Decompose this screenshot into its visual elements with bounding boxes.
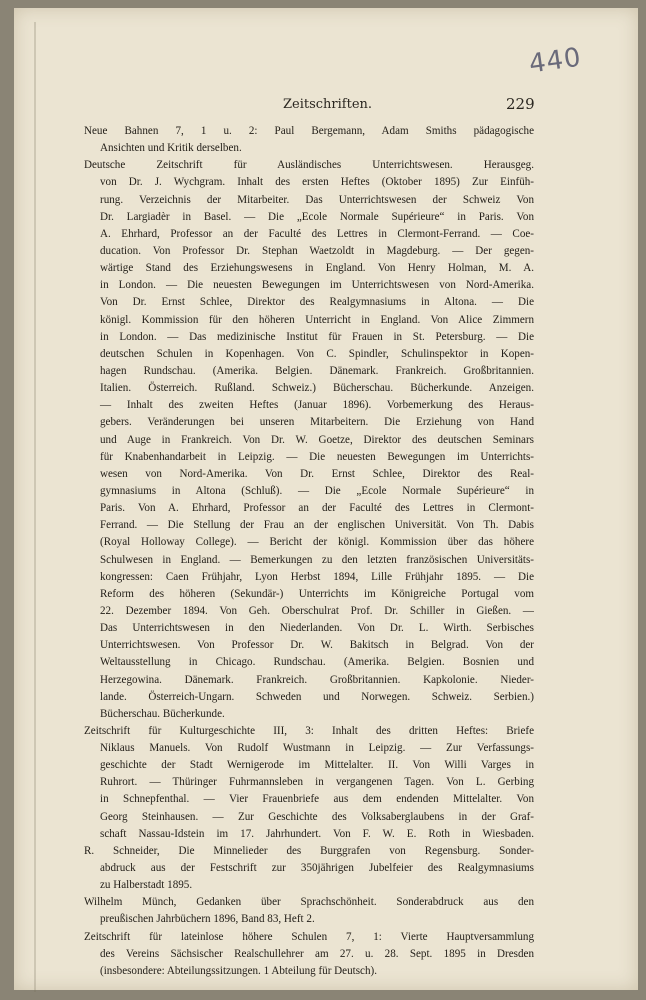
text-line: Georg Steinhausen. — Zur Geschichte des Volksaberglaubens in der Graf- xyxy=(100,810,534,823)
text-line: ducation. Von Professor Dr. Stephan Waetzoldt in Magdeburg. — Der gegen- xyxy=(100,244,534,257)
text-line: zu Halberstadt 1895. xyxy=(100,879,193,892)
text-line: Dr. Largiadèr in Basel. — Die „Ecole Normale Supérieure“ in Paris. Von xyxy=(100,210,534,223)
text-line: von Dr. J. Wychgram. Inhalt des ersten Heftes (Oktober 1895) Zur Einfüh- xyxy=(100,176,534,189)
text-line: des Vereins Sächsischer Realschullehrer am 27. u. 28. Sept. 1895 in Dresden xyxy=(100,947,534,960)
text-line: (insbesondere: Abteilungssitzungen. 1 Abteilung für Deutsch). xyxy=(100,964,377,977)
text-line: kongressen: Caen Frühjahr, Lyon Herbst 1894, Lille Frühjahr 1895. — Die xyxy=(100,570,534,583)
text-line: Von Dr. Ernst Schlee, Direktor des Realgymnasiums in Altona. — Die xyxy=(100,296,534,309)
text-line: geschichte der Stadt Wernigerode im Mittelalter. II. Von Willi Varges in xyxy=(100,759,534,772)
text-line: Ansichten und Kritik derselben. xyxy=(100,142,242,155)
text-line: Herzegowina. Dänemark. Frankreich. Großbritannien. Kapkolonie. Nieder- xyxy=(100,673,534,686)
text-line: Weltausstellung in Chicago. Rundschau. (Amerika. Belgien. Bosnien und xyxy=(100,656,534,669)
text-line: und Auge in Frankreich. Von Dr. W. Goetze, Direktor des deutschen Seminars xyxy=(100,433,534,446)
text-line: Das Unterrichtswesen in den Niederlanden. Von Dr. L. Wirth. Serbisches xyxy=(100,622,534,635)
text-line: königl. Kommission für den höheren Unterricht in England. Von Alice Zimmern xyxy=(100,313,534,326)
text-line: in London. — Das medizinische Institut für Frauen in St. Petersburg. — Die xyxy=(100,330,534,343)
text-line: Paris. Von A. Ehrhard, Professor an der Faculté des Lettres in Clermont- xyxy=(100,502,534,515)
text-line: (Royal Holloway College). — Bericht der königl. Kommission über das höhere xyxy=(100,536,534,549)
text-line: Niklaus Manuels. Von Rudolf Wustmann in Leipzig. — Zur Verfassungs- xyxy=(100,742,534,755)
text-line: wesen von Nord-Amerika. Von Dr. Ernst Schlee, Direktor des Real- xyxy=(100,467,534,480)
text-line: Schulwesen in England. — Bemerkungen zu den letzten französischen Universitäts- xyxy=(100,553,534,566)
text-line: Ferrand. — Die Stellung der Frau an der englischen Universität. Von Th. Dabis xyxy=(100,519,534,532)
text-line: Wilhelm Münch, Gedanken über Sprachschönheit. Sonderabdruck aus den xyxy=(84,896,534,909)
text-line: wärtige Stand des Erziehungswesens in England. Von Henry Holman, M. A. xyxy=(100,262,534,275)
text-line: A. Ehrhard, Professor an der Faculté des Lettres in Clermont-Ferrand. — Coe- xyxy=(100,227,534,240)
text-line: abdruck aus der Festschrift zur 350jährigen Jubelfeier des Realgymnasiums xyxy=(100,862,534,875)
text-line: für Knabenhandarbeit in Leipzig. — Die neuesten Bewegungen im Unterrichts- xyxy=(100,450,534,463)
text-line: Zeitschrift für lateinlose höhere Schulen 7, 1: Vierte Hauptversammlung xyxy=(84,930,534,943)
text-line: Italien. Österreich. Rußland. Schweiz.) Bücherschau. Bücherkunde. Anzeigen. xyxy=(100,382,534,395)
text-line: in Schnepfenthal. — Vier Frauenbriefe aus dem endenden Mittelalter. Von xyxy=(100,793,534,806)
text-line: R. Schneider, Die Minnelieder des Burggrafen von Regensburg. Sonder- xyxy=(84,844,534,857)
text-line: Deutsche Zeitschrift für Ausländisches Unterrichtswesen. Herausgeg. xyxy=(84,159,534,172)
text-line: 22. Dezember 1894. Von Geh. Oberschulrat Prof. Dr. Schiller in Gießen. — xyxy=(100,604,534,617)
text-line: in London. — Die neuesten Bewegungen im Unterrichtswesen von Nord-Amerika. xyxy=(100,279,534,292)
text-line: deutschen Schulen in Kopenhagen. Von C. Spindler, Schulinspektor in Kopen- xyxy=(100,347,534,360)
text-line: rung. Verzeichnis der Mitarbeiter. Das Unterrichtswesen der Schweiz Von xyxy=(100,193,534,206)
text-line: Bücherschau. Bücherkunde. xyxy=(100,707,225,720)
body-text xyxy=(84,123,534,980)
text-line: Unterrichtswesen. Von Professor Dr. W. Bakitsch in Belgrad. Von der xyxy=(100,639,534,652)
page-number: 229 xyxy=(506,95,535,113)
text-line: gebers. Veränderungen bei unseren Mitarbeitern. Die Erziehung von Hand xyxy=(100,416,534,429)
text-line: schaft Nassau-Idstein im 17. Jahrhundert. Von F. W. E. Roth in Wiesbaden. xyxy=(100,827,534,840)
page-fold-shadow xyxy=(34,22,36,992)
text-line: gymnasiums in Altona (Schluß). — Die „Ecole Normale Supérieure“ in xyxy=(100,484,534,497)
text-line: preußischen Jahrbüchern 1896, Band 83, Heft 2. xyxy=(100,913,315,926)
handwritten-page-note: 440 xyxy=(527,42,584,80)
text-line: lande. Österreich-Ungarn. Schweden und Norwegen. Schweiz. Serbien.) xyxy=(100,690,534,703)
text-line: Zeitschrift für Kulturgeschichte III, 3: Inhalt des dritten Heftes: Briefe xyxy=(84,724,534,737)
text-line: Neue Bahnen 7, 1 u. 2: Paul Bergemann, Adam Smiths pädagogische xyxy=(84,125,534,137)
text-line: Reform des höheren (Sekundär-) Unterrichts im Königreiche Portugal vom xyxy=(100,587,534,600)
running-header: Zeitschriften. xyxy=(283,97,373,112)
text-line: — Inhalt des zweiten Heftes (Januar 1896). Vorbemerkung des Heraus- xyxy=(100,399,534,412)
text-line: hagen Rundschau. (Amerika. Belgien. Dänemark. Frankreich. Großbritannien. xyxy=(100,364,534,377)
text-line: Ruhrort. — Thüringer Fuhrmannsleben in vergangenen Tagen. Von L. Gerbing xyxy=(100,776,534,789)
